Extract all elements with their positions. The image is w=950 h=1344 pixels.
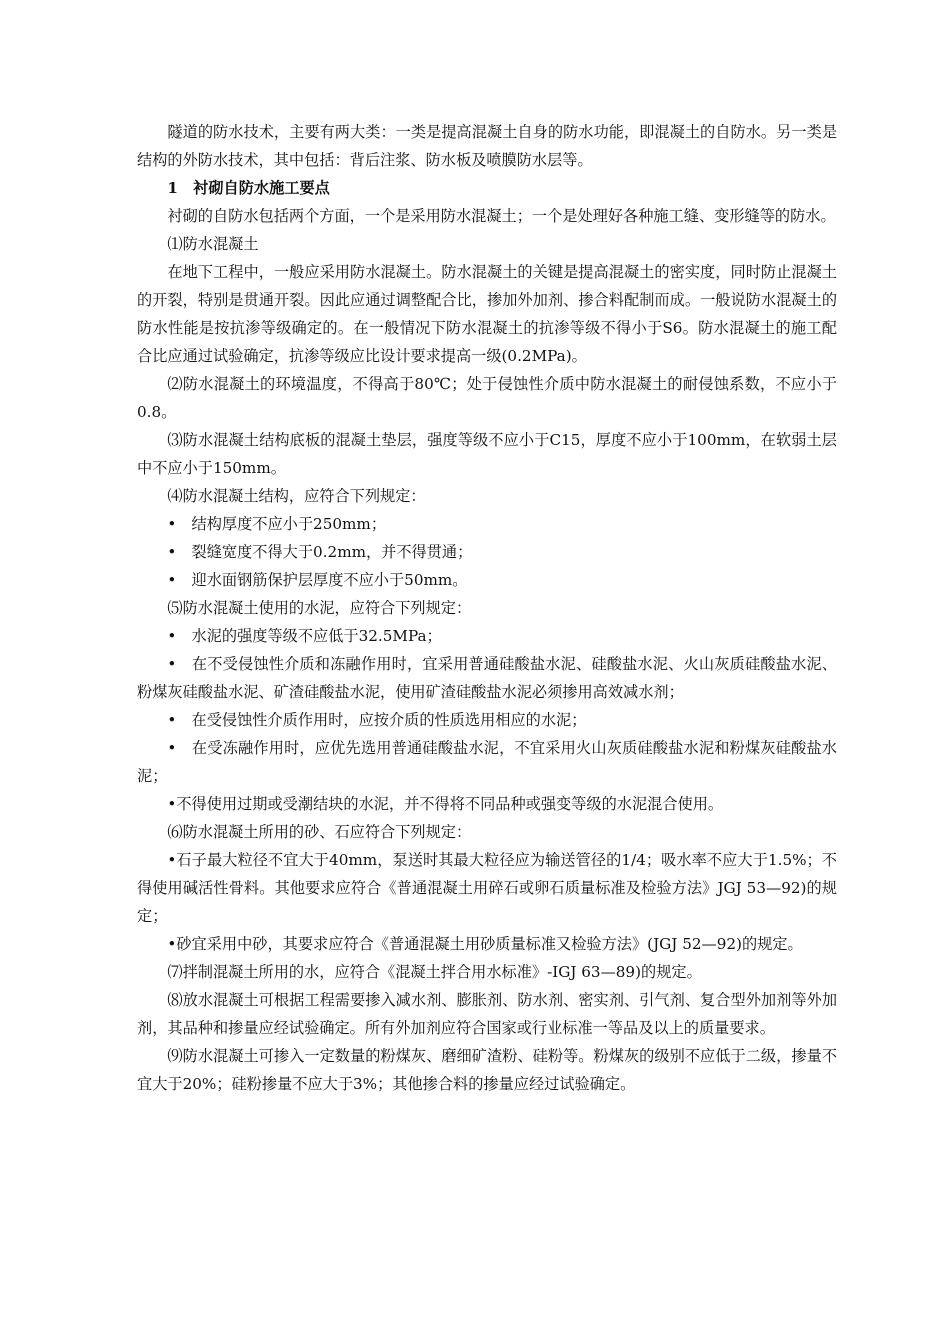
item-3-paragraph: ⑶防水混凝土结构底板的混凝土垫层，强度等级不应小于C15，厚度不应小于100mm，在软弱土层中不应小于150mm。 [137,431,837,477]
subheading-waterproof-concrete: ⑴防水混凝土 [167,235,259,253]
bullet-item: • 在受侵蚀性介质作用时，应按介质的性质选用相应的水泥； [167,711,587,729]
bullet-item: • 在受冻融作用时，应优先选用普通硅酸盐水泥，不宜采用火山灰质硅酸盐水泥和粉煤灰硅酸盐水泥； [137,739,837,785]
intro-paragraph: 隧道的防水技术，主要有两大类：一类是提高混凝土自身的防水功能，即混凝土的自防水。另一类是结构的外防水技术，其中包括：背后注浆、防水板及喷膜防水层等。 [137,123,837,169]
waterproof-concrete-paragraph: 在地下工程中，一般应采用防水混凝土。防水混凝土的关键是提高混凝土的密实度，同时防止混凝土的开裂，特别是贯通开裂。因此应通过调整配合比，掺加外加剂、掺合料配制而成。一般说防水混凝土的防水性能是按抗渗等级确定的。在一般情况下防水混凝土的抗渗等级不得小于S6。防水混凝土的施工配合比应通过试验确定，抗渗等级应比设计要求提高一级(0.2MPa)。 [137,263,837,365]
item-6-paragraph: ⑹防水混凝土所用的砂、石应符合下列规定： [167,823,472,841]
bullet-item: • 结构厚度不应小于250mm； [167,515,387,533]
item-4-paragraph: ⑷防水混凝土结构，应符合下列规定： [167,487,426,505]
bullet-item: • 迎水面钢筋保护层厚度不应小于50mm。 [167,571,468,589]
bullet-item: •砂宜采用中砂，其要求应符合《普通混凝土用砂质量标准又检验方法》(JGJ 52—92)的规定。 [167,935,803,953]
bullet-item: •石子最大粒径不宜大于40mm，泵送时其最大粒径应为输送管径的1/4；吸水率不应大于1.5%；不得使用碱活性骨料。其他要求应符合《普通混凝土用碎石或卵石质量标准及检验方法》JGJ 53—92)的规定； [137,851,837,925]
bullet-item: • 裂缝宽度不得大于0.2mm，并不得贯通； [167,543,473,561]
section-intro-paragraph: 衬砌的自防水包括两个方面，一个是采用防水混凝土；一个是处理好各种施工缝、变形缝等的防水。 [167,207,836,225]
bullet-item: •不得使用过期或受潮结块的水泥，并不得将不同品种或强变等级的水泥混合使用。 [167,795,724,813]
item-2-paragraph: ⑵防水混凝土的环境温度，不得高于80℃；处于侵蚀性介质中防水混凝土的耐侵蚀系数，不应小于0.8。 [137,375,837,421]
item-5-paragraph: ⑸防水混凝土使用的水泥，应符合下列规定： [167,599,472,617]
item-7-paragraph: ⑺拌制混凝土所用的水，应符合《混凝土拌合用水标准》-IGJ 63—89)的规定。 [167,963,702,981]
item-9-paragraph: ⑼防水混凝土可掺入一定数量的粉煤灰、磨细矿渣粉、硅粉等。粉煤灰的级别不应低于二级，掺量不宜大于20%；硅粉掺量不应大于3%；其他掺合料的掺量应经过试验确定。 [137,1047,837,1093]
document-body [137,118,837,1098]
bullet-item: • 水泥的强度等级不应低于32.5MPa； [167,627,442,645]
item-8-paragraph: ⑻放水混凝土可根据工程需要掺入减水剂、膨胀剂、防水剂、密实剂、引气剂、复合型外加剂等外加剂，其品种和掺量应经试验确定。所有外加剂应符合国家或行业标准一等品及以上的质量要求。 [137,991,837,1037]
section-heading: 1 衬砌自防水施工要点 [167,179,330,197]
bullet-item: • 在不受侵蚀性介质和冻融作用时，宜采用普通硅酸盐水泥、硅酸盐水泥、火山灰质硅酸盐水泥、粉煤灰硅酸盐水泥、矿渣硅酸盐水泥，使用矿渣硅酸盐水泥必须掺用高效减水剂； [137,655,837,701]
